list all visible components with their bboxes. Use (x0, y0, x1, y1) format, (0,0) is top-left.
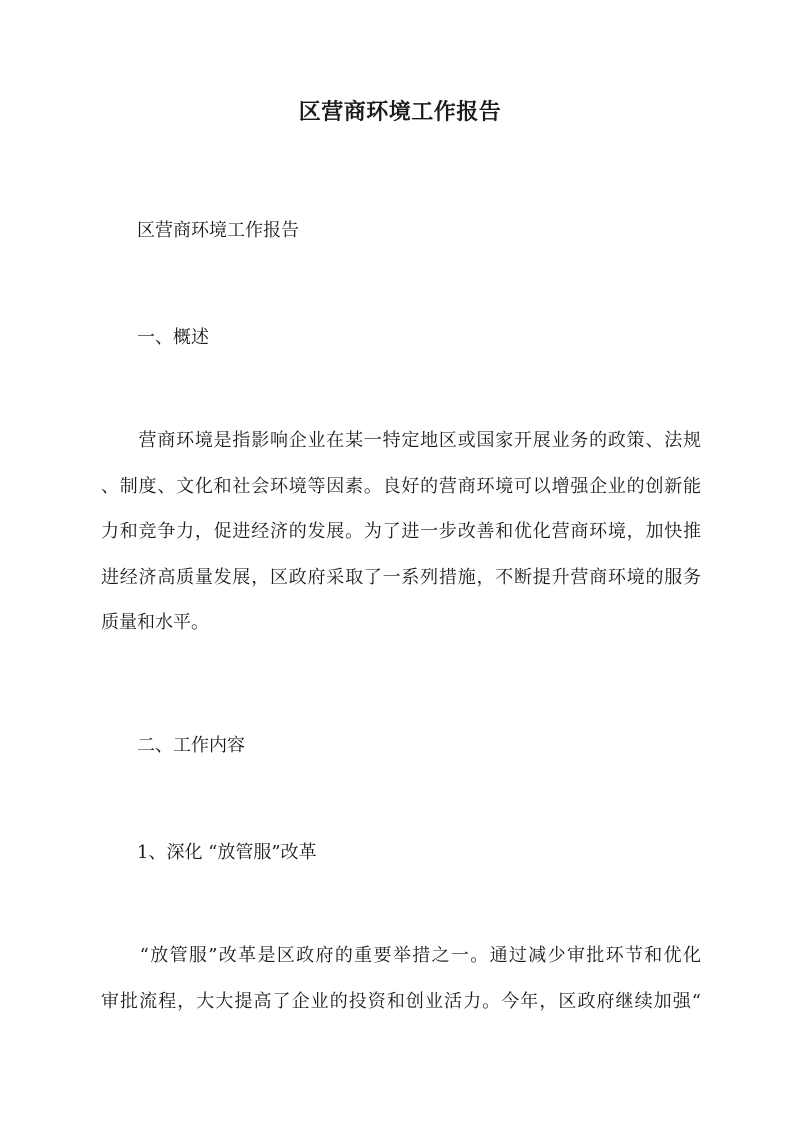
paragraph-line: 审批流程，大大提高了企业的投资和创业活力。今年，区政府继续加强“ (101, 990, 701, 1012)
document-subtitle: 区营商环境工作报告 (137, 220, 299, 241)
subsection-heading-reform: 1、深化 “放管服”改革 (137, 842, 317, 863)
paragraph-line: 质量和水平。 (101, 612, 209, 633)
paragraph-line: 力和竞争力，促进经济的发展。为了进一步改善和优化营商环境，加快推 (101, 521, 701, 542)
paragraph-line: 、制度、文化和社会环境等因素。良好的营商环境可以增强企业的创新能 (101, 475, 701, 497)
reform-paragraph (101, 943, 701, 1034)
paragraph-line: “放管服”改革是区政府的重要举措之一。通过减少审批环节和优化 (101, 945, 701, 966)
section-heading-work-content: 二、工作内容 (137, 735, 245, 756)
paragraph-line: 进经济高质量发展，区政府采取了一系列措施，不断提升营商环境的服务 (101, 566, 701, 588)
paragraph-line: 营商环境是指影响企业在某一特定地区或国家开展业务的政策、法规 (101, 430, 701, 451)
document-title: 区营商环境工作报告 (298, 99, 502, 125)
section-heading-overview: 一、概述 (137, 327, 209, 348)
overview-paragraph (101, 428, 701, 656)
